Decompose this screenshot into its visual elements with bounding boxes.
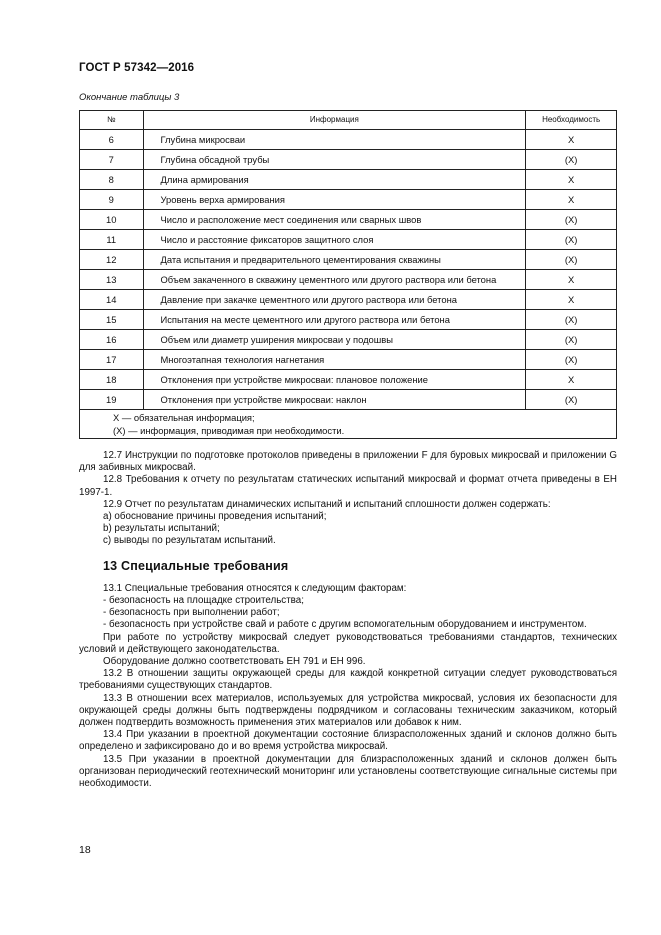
body-text [79,450,617,790]
column-header-necessity: Необходимость [526,111,617,130]
row-necessity: X [526,370,617,390]
page-number: 18 [79,844,91,856]
table-row [80,150,617,170]
row-information: Отклонения при устройстве микросваи: плановое положение [143,370,526,390]
row-necessity: (X) [526,350,617,370]
table-note: X — обязательная информация; [113,412,255,423]
row-information: Испытания на месте цементного или другого раствора или бетона [143,310,526,330]
paragraph: c) выводы по результатам испытаний. [103,535,276,547]
table-row [80,270,617,290]
paragraph: 13.2 В отношении защиты окружающей среды для каждой конкретной ситуации следует руководствоваться требованиями существующих стандартов. [79,668,617,692]
table-row [80,370,617,390]
table-row [80,230,617,250]
row-information: Глубина микросваи [143,130,526,150]
table-row [80,210,617,230]
row-information: Объем закаченного в скважину цементного или другого раствора или бетона [143,270,526,290]
table-row [80,290,617,310]
row-number: 18 [80,370,144,390]
table-row [80,350,617,370]
row-necessity: X [526,270,617,290]
row-information: Давление при закачке цементного или другого раствора или бетона [143,290,526,310]
row-number: 13 [80,270,144,290]
row-number: 16 [80,330,144,350]
row-number: 6 [80,130,144,150]
table-row [80,170,617,190]
table-caption: Окончание таблицы 3 [79,92,180,103]
row-number: 17 [80,350,144,370]
paragraph: 13.1 Специальные требования относятся к следующим факторам: [103,582,407,594]
row-information: Отклонения при устройстве микросваи: наклон [143,390,526,410]
row-necessity: (X) [526,310,617,330]
row-necessity: (X) [526,390,617,410]
table-row [80,390,617,410]
column-header-number: № [80,111,144,130]
row-information: Длина армирования [143,170,526,190]
row-number: 19 [80,390,144,410]
paragraph: 13.4 При указании в проектной документации состояние близрасположенных зданий и склонов должно быть определено и зафиксировано до и во время устройства микросвай. [79,729,617,753]
paragraph: При работе по устройству микросвай следует руководствоваться требованиями стандартов, технических условий и действующего законодательства. [79,631,617,655]
row-information: Уровень верха армирования [143,190,526,210]
column-header-information: Информация [143,111,526,130]
row-number: 9 [80,190,144,210]
table-row [80,310,617,330]
paragraph: - безопасность на площадке строительства; [103,595,304,607]
row-information: Объем или диаметр уширения микросваи у подошвы [143,330,526,350]
row-number: 11 [80,230,144,250]
row-number: 10 [80,210,144,230]
row-number: 15 [80,310,144,330]
row-number: 7 [80,150,144,170]
paragraph: Оборудование должно соответствовать ЕН 791 и ЕН 996. [103,656,366,668]
row-necessity: X [526,170,617,190]
row-information: Глубина обсадной трубы [143,150,526,170]
paragraph: a) обоснование причины проведения испытаний; [103,511,327,523]
paragraph: - безопасность при устройстве свай и работе с другим вспомогательным оборудованием и инструментом. [103,619,587,631]
paragraph: 12.7 Инструкции по подготовке протоколов приведены в приложении F для буровых микросвай и приложении G для забивных микросвай. [79,450,617,474]
paragraph: 12.8 Требования к отчету по результатам статических испытаний микросвай и формат отчета приведены в ЕН 1997-1. [79,474,617,498]
row-information: Многоэтапная технология нагнетания [143,350,526,370]
row-information: Число и расстояние фиксаторов защитного слоя [143,230,526,250]
paragraph: 13.3 В отношении всех материалов, используемых для устройства микросвай, условия их безопасности для окружающей среды должны быть подтверждены подрядчиком и согласованы техническим заказчиком, который должен подтвердить возможность применения этих материалов или добавок к ним. [79,692,617,729]
information-table [79,110,617,439]
table-notes-row [80,410,617,439]
paragraph: - безопасность при выполнении работ; [103,607,280,619]
row-number: 8 [80,170,144,190]
row-necessity: (X) [526,210,617,230]
section-heading: 13 Специальные требования [103,558,289,573]
table-notes [80,410,617,439]
table-note: (X) — информация, приводимая при необходимости. [113,425,345,436]
row-necessity: (X) [526,230,617,250]
row-necessity: X [526,290,617,310]
row-number: 12 [80,250,144,270]
row-number: 14 [80,290,144,310]
row-necessity: (X) [526,150,617,170]
table-row [80,190,617,210]
paragraph: 13.5 При указании в проектной документации для близрасположенных зданий и склонов должен быть организован периодический геотехнический мониторинг или установлены соответствующие сигнальные системы при необходимости. [79,753,617,790]
row-information: Дата испытания и предварительного цементирования скважины [143,250,526,270]
paragraph: 12.9 Отчет по результатам динамических испытаний и испытаний сплошности должен содержать: [103,498,551,510]
row-information: Число и расположение мест соединения или сварных швов [143,210,526,230]
table-row [80,330,617,350]
paragraph: b) результаты испытаний; [103,523,220,535]
row-necessity: X [526,130,617,150]
row-necessity: (X) [526,330,617,350]
document-header: ГОСТ Р 57342—2016 [79,62,195,74]
table-row [80,130,617,150]
row-necessity: (X) [526,250,617,270]
table-row [80,250,617,270]
table-header-row [80,111,617,130]
row-necessity: X [526,190,617,210]
